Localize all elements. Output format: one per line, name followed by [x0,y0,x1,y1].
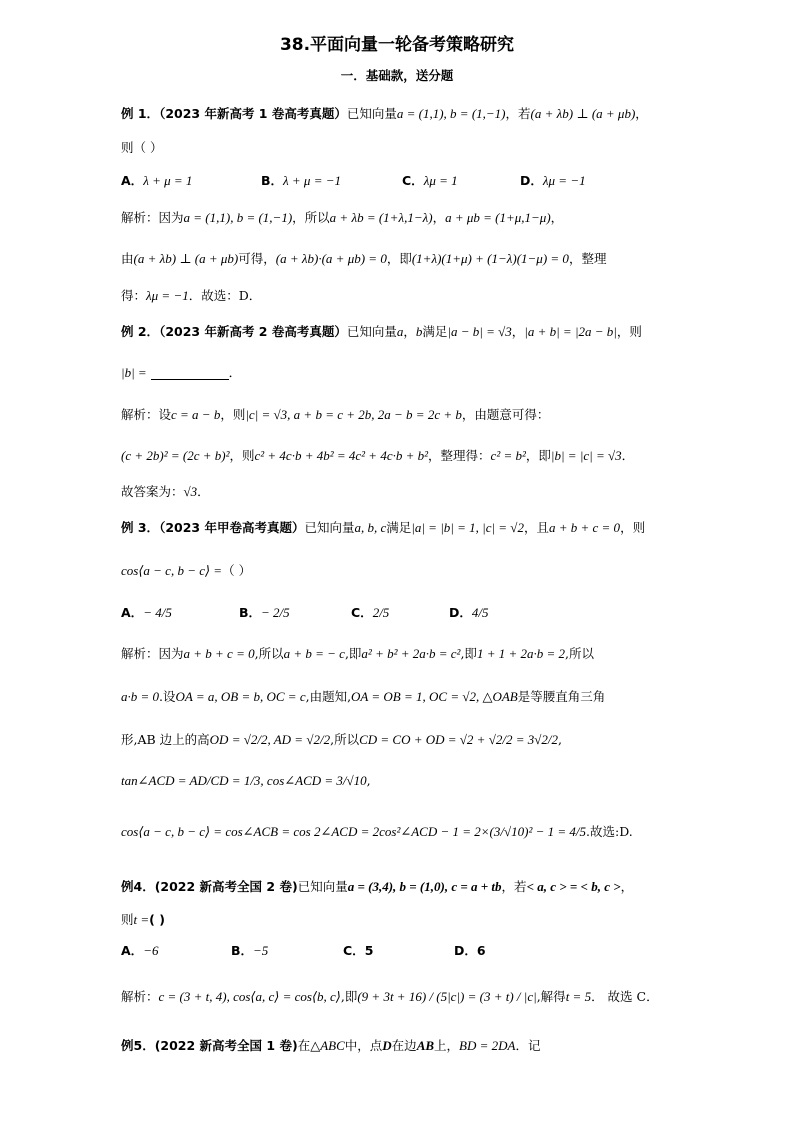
option-d: D．4/5 [449,605,489,620]
example-4-source: (2022 新高考全国 2 卷) [154,879,298,894]
option-a: A．λ + μ = 1 [121,173,193,188]
example-5-source: (2022 新高考全国 1 卷) [154,1038,298,1053]
option-d: D．6 [454,943,486,958]
example-2-source: （2023 年新高考 2 卷高考真题） [159,324,347,339]
answer-blank [151,367,229,380]
example-1-source: （2023 年新高考 1 卷高考真题） [159,106,347,121]
example-1-stem-cont: 则（ ） [121,140,163,155]
option-b: B．−5 [231,943,269,958]
example-3-solution-3: 形,AB 边上的高OD = √2/2, AD = √2/2,所以CD = CO + OD = √2 + √2/2 = 3√2/2, [121,732,562,747]
example-1-stem: 例 1．（2023 年新高考 1 卷高考真题）已知向量a = (1,1), b = (1,−1)，若(a + λb) ⊥ (a + μb)， [121,106,648,121]
example-1-solution-2: 由(a + λb) ⊥ (a + μb)可得，(a + λb)·(a + μb) = 0，即(1+λ)(1+μ) + (1−λ)(1−μ) = 0，整理 [121,251,607,266]
example-1-label: 例 1． [121,106,160,121]
example-4-stem: 例4．(2022 新高考全国 2 卷)已知向量a = (3,4), b = (1,0), c = a + tb，若< a, c > = < b, c >， [121,879,634,894]
example-2-solution-2: (c + 2b)² = (2c + b)²，则c² + 4c·b + 4b² = 4c² + 4c·b + b²，整理得：c² = b²，即|b| = |c| = √3． [121,448,635,463]
example-2-stem: 例 2．（2023 年新高考 2 卷高考真题）已知向量a，b满足|a − b| = √3，|a + b| = |2a − b|，则 [121,324,642,339]
example-3-solution-2: a·b = 0.设OA = a, OB = b, OC = c,由题知,OA = OB = 1, OC = √2, △OAB是等腰直角三角 [121,689,606,704]
example-3-label: 例 3． [121,520,160,535]
example-2-stem-cont: |b| = ． [121,365,242,380]
option-b: B．− 2/5 [239,605,290,620]
example-1-solution-1: 解析：因为a = (1,1), b = (1,−1)，所以a + λb = (1+λ,1−λ)，a + μb = (1+μ,1−μ)， [121,210,564,225]
option-c: C．λμ = 1 [402,173,458,188]
example-3-source: （2023 年甲卷高考真题） [159,520,305,535]
example-3-options [121,604,489,622]
option-a: A．−6 [121,943,159,958]
document-title: 38.平面向量一轮备考策略研究 [279,35,515,55]
example-3-solution-4: tan∠ACD = AD/CD = 1/3, cos∠ACD = 3/√10, [121,773,371,788]
option-a: A．− 4/5 [121,605,172,620]
example-2-solution-3: 故答案为：√3． [121,484,210,499]
example-1-options [121,172,586,190]
example-4-label: 例4． [121,879,155,894]
example-3-solution-5: cos⟨a − c, b − c⟩ = cos∠ACB = cos 2∠ACD = 2cos²∠ACD − 1 = 2×(3/√10)² − 1 = 4/5.故选:D. [121,824,633,839]
example-2-label: 例 2． [121,324,160,339]
example-4-stem-cont: 则t =( ) [121,912,165,927]
example-3-solution-1: 解析：因为a + b + c = 0,所以a + b = − c,即a² + b² + 2a·b = c²,即1 + 1 + 2a·b = 2,所以 [121,646,594,661]
example-5-stem: 例5．(2022 新高考全国 1 卷)在△ABC中，点D在边AB上，BD = 2DA．记 [121,1038,541,1053]
option-d: D．λμ = −1 [520,173,586,188]
example-1-solution-3: 得：λμ = −1．故选：D． [121,288,262,303]
example-3-stem: 例 3．（2023 年甲卷高考真题）已知向量a, b, c满足|a| = |b| = 1, |c| = √2，且a + b + c = 0，则 [121,520,646,535]
section-heading: 一．基础款，送分题 [340,68,454,83]
option-c: C．2/5 [351,605,390,620]
option-b: B．λ + μ = −1 [261,173,342,188]
example-3-stem-cont: cos⟨a − c, b − c⟩ =（ ） [121,563,252,578]
example-4-options [121,942,486,960]
example-5-label: 例5． [121,1038,155,1053]
example-4-solution: 解析：c = (3 + t, 4), cos⟨a, c⟩ = cos⟨b, c⟩,即(9 + 3t + 16) / (5|c|) = (3 + t) / |c|,解得t = 5． 故选 C． [121,989,659,1004]
option-c: C．5 [343,943,374,958]
example-2-solution-1: 解析：设c = a − b，则|c| = √3, a + b = c + 2b, 2a − b = 2c + b，由题意可得： [121,407,550,422]
